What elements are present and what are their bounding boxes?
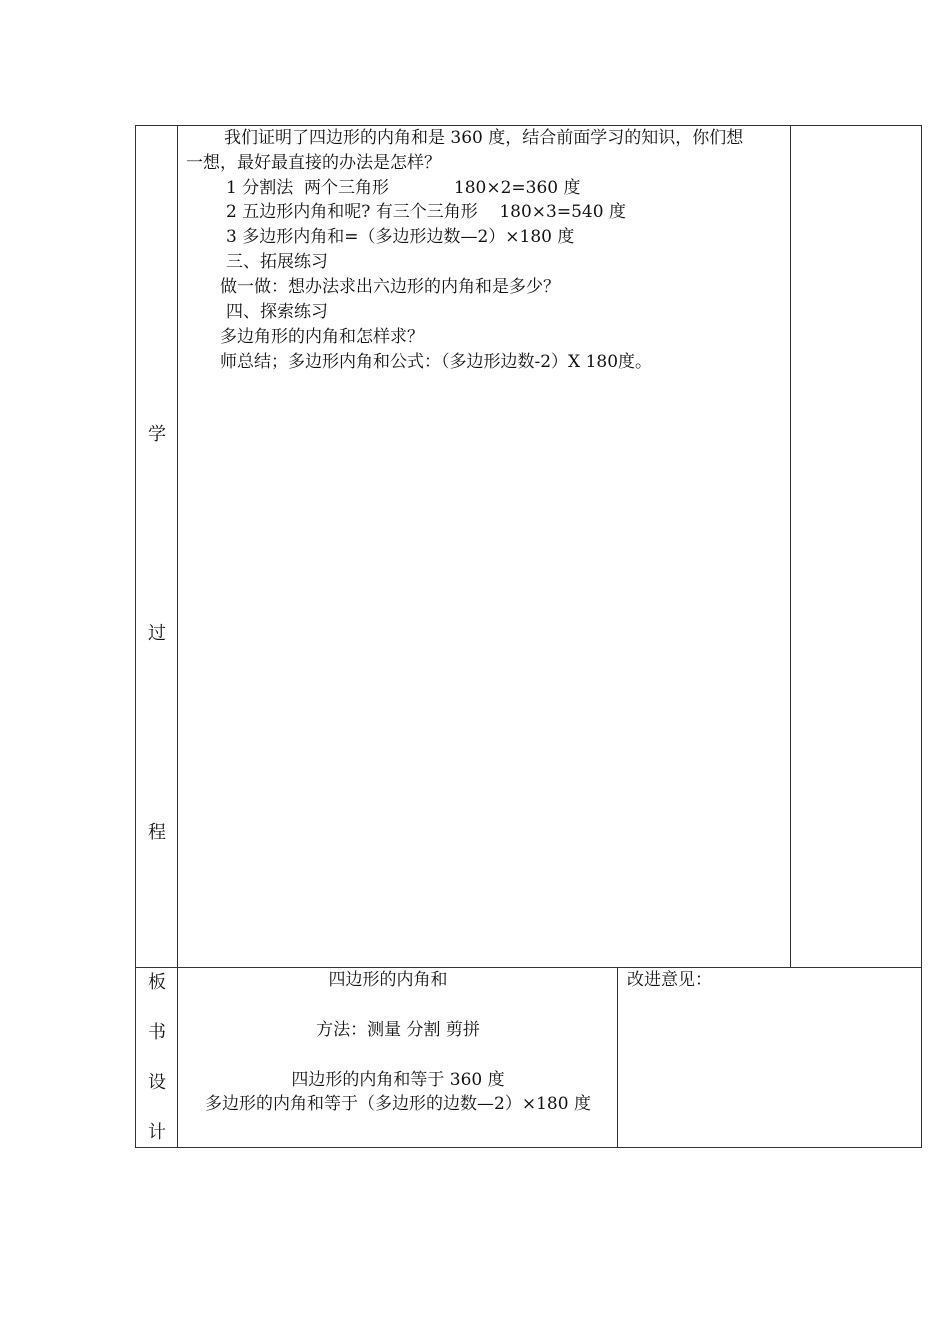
notes-column-divider — [790, 125, 791, 968]
label-guo: 过 — [148, 623, 166, 644]
label-ban: 板 — [148, 972, 166, 993]
process-line-4: 2 五边形内角和呢? 有三个三角形 180×3=540 度 — [226, 202, 626, 222]
label-cheng: 程 — [148, 822, 166, 843]
process-line-8: 四、探索练习 — [226, 302, 328, 322]
feedback-label: 改进意见： — [627, 970, 712, 990]
process-line-3: 1 分割法 两个三角形 180×2=360 度 — [226, 178, 581, 198]
process-line-1: 我们证明了四边形的内角和是 360 度，结合前面学习的知识，你们想 — [224, 128, 744, 148]
process-line-5: 3 多边形内角和=（多边形边数—2）×180 度 — [226, 227, 575, 247]
process-line-10: 师总结；多边形内角和公式：（多边形边数-2）X 180度。 — [220, 352, 653, 372]
label-ji: 计 — [148, 1122, 166, 1143]
process-line-6: 三、拓展练习 — [226, 252, 328, 272]
board-conclusion-polygon: 多边形的内角和等于（多边形的边数—2）×180 度 — [205, 1094, 591, 1114]
label-she: 设 — [148, 1072, 166, 1093]
feedback-column-divider — [617, 967, 618, 1148]
process-line-9: 多边角形的内角和怎样求？ — [220, 327, 424, 347]
label-shu: 书 — [148, 1022, 166, 1043]
process-line-2: 一想，最好最直接的办法是怎样？ — [186, 153, 441, 173]
process-line-7: 做一做：想办法求出六边形的内角和是多少？ — [220, 277, 560, 297]
board-conclusion-quadrilateral: 四边形的内角和等于 360 度 — [291, 1070, 505, 1090]
label-xue: 学 — [148, 424, 166, 445]
board-methods: 方法：测量 分割 剪拼 — [316, 1020, 480, 1040]
board-section-table — [135, 967, 922, 1148]
board-title: 四边形的内角和 — [328, 970, 448, 990]
